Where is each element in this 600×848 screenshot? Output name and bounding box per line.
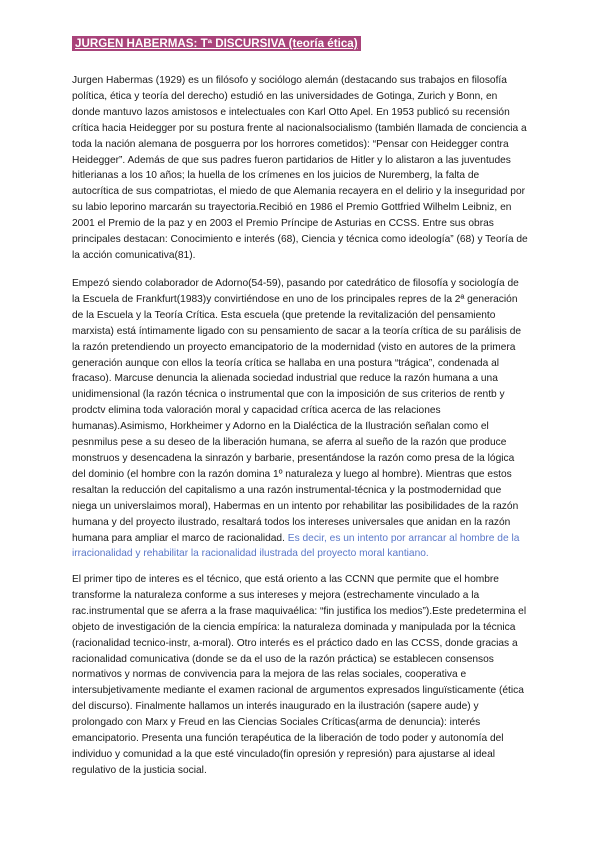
paragraph-frankfurt-school: [72, 276, 528, 562]
paragraph-biography: Jurgen Habermas (1929) es un filósofo y sociólogo alemán (destacando sus trabajos en filosofía política, ética y teoría del derecho) estudió en las universidades de Gotinga, Zurich y Bonn, en donde mantuvo lazos amistosos e intelectuales con Karl Otto Apel. En 1953 publicó su recensión crítica hacia Heidegger por su postura frente al nacionalsocialismo (también llamada de conciencia a toda la nación alemana de posguerra por los horrores cometidos): “Pensar con Heidegger contra Heidegger”. Además de que sus padres fueron partidarios de Hitler y lo alistaron a las juventudes hitlerianas a los 10 años; la huella de los crímenes en los juicios de Nuremberg, la falta de autocrítica de sus compatriotas, el miedo de que Alemania recayera en el delirio y la inseguridad por su labio leporino marcarán su trayectoria.Recibió en 1986 el Premio Gottfried Wilhelm Leibniz, en 2001 el Premio de la paz y en 2003 el Premio Príncipe de Asturias en CCSS. Entre sus obras principales destacan: Conocimiento e interés (68), Ciencia y técnica como ideología” (68) y Teoría de la acción comunicativa(81).: [72, 75, 528, 261]
paragraph-frankfurt-school-text: Empezó siendo colaborador de Adorno(54-59), pasando por catedrático de filosofía y sociología de la Escuela de Frankfurt(1983)y convirtiéndose en uno de los principales repres de la 2ª generación de la Escuela y la Teoría Crítica. Esta escuela (que pretende la revitalización del pensamiento marxista) está íntimamente ligado con su pensamiento de sacar a la teoría crítica de su parálisis de la razón pretendiendo un proyecto emancipatorio de la modernidad (visto en autores de la primera generación aunque con ellos la teoría crítica se hallaba en una postura “trágica”, condenada al fracaso). Marcuse denuncia la alienada sociedad industrial que reduce la razón humana a una unidimensional (la razón técnica o instrumental que con la imposición de sus criterios de rentb y prodctv elimina toda valoración moral y capacidad crítica acerca de las relaciones humanas).Asimismo, Horkheimer y Adorno en la Dialéctica de la Ilustración señalan como el pesnmilus pese a su deseo de la liberación humana, se aferra al sueño de la razón que produce monstruos y desencadena la sinrazón y barbarie, presentándose la razón como presa de la lógica del dominio (el hombre con la razón domina 1º naturaleza y luego al hombre). Mientras que estos resaltan la reducción del capitalismo a una razón instrumental-técnica y la postmodernidad que niega un universlaimos moral), Habermas en un intento por rehabilitar las posibilidades de la razón humana y del proyecto ilustrado, resaltará todos los intereses universales que anidan en la razón humana para ampliar el marco de racionalidad.: [72, 278, 522, 544]
document-title: JURGEN HABERMAS: Tª DISCURSIVA (teoría ética): [72, 36, 361, 51]
paragraph-interests: El primer tipo de interes es el técnico, que está oriento a las CCNN que permite que el hombre transforme la naturaleza conforme a sus intereses y mejora (estrechamente vinculado a la rac.instrumental que se aferra a la frase maquivaélica: “fin justifica los medios”).Este predetermina el objeto de investigación de la ciencia empírica: la naturaleza dominada y manipulada por la técnica (racionalidad tecnico-instr, a-moral). Otro interés es el práctico dado en las CCSS, donde gracias a racionalidad comunicativa (donde se da el uso de la razón práctica) se establecen consensos normativos y normas de convivencia para la mejora de las relas sociales, cooperativa e intersubjetivamente mediante el examen racional de argumentos expresados linguïsticamente (ética del discurso). Finalmente hallamos un interés inaugurado en la ilustración (sapere aude) y prolongado con Marx y Freud en las Ciencias Sociales Críticas(arma de denuncia): interés emancipatorio. Presenta una función terapéutica de la liberación de todo poder y autonomía del individuo y comunidad a la que esté vinculado(fin opresión y represión) para ajustarse al ideal regulativo de la justicia social.: [72, 574, 527, 776]
highlighted-sentence: Es decir, es un intento por arrancar al hombre de la irracionalidad y rehabilitar la racionalidad ilustrada del proyecto moral kantiano.: [72, 532, 520, 560]
